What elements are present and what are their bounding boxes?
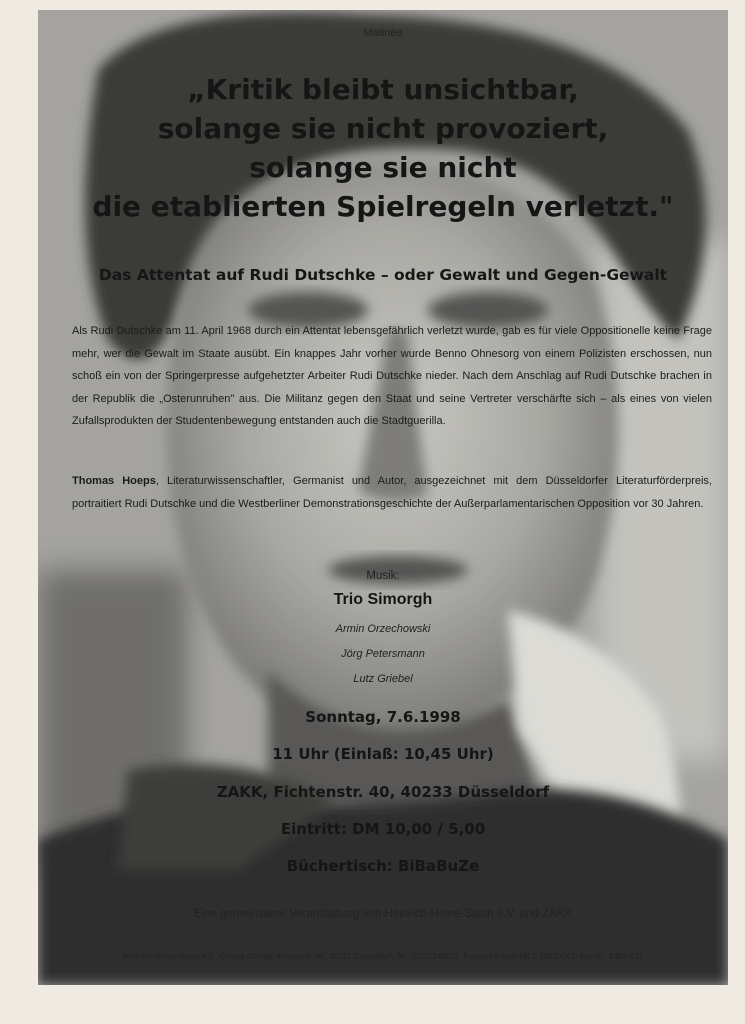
quote-line-3: solange sie nicht xyxy=(249,151,517,184)
music-label: Musik: xyxy=(366,570,400,582)
event-time: 11 Uhr (Einlaß: 10,45 Uhr) xyxy=(272,745,494,763)
subtitle: Das Attentat auf Rudi Dutschke – oder Gewalt und Gegen-Gewalt xyxy=(98,266,668,284)
speaker-description: , Literaturwissenschaftler, Germanist und Autor, ausgezeichnet mit dem Düsseldorfer Literaturförderpreis, portraitiert Rudi Dutschke und die Westberliner Demonstrationsgeschichte der Außerparlamentarischen Opposition vor 30 Jahren. xyxy=(72,475,712,510)
intro-paragraph: Als Rudi Dutschke am 11. April 1968 durch ein Attentat lebensgefährlich verletzt wurde, gab es für viele Oppositionelle keine Frage mehr, wer die Gewalt im Staate ausübt. Ein knappes Jahr vorher wurde Benno Ohnesorg von einem Polizisten erschossen, nun schoß ein von der Springerpresse aufgehetzter Arbeiter Rudi Dutschke nieder. Nach dem Anschlag auf Rudi Dutschke brachen in der Republik die „Osterunruhen" aus. Die Militanz gegen den Staat und seine Vertreter verschärfte sich – als eines von vielen Zufallsprodukten der Studentenbewegung entstanden auch die Stadtguerilla. xyxy=(72,325,712,427)
musician-name: Lutz Griebel xyxy=(353,673,413,685)
event-bookstall: Büchertisch: BiBaBuZe xyxy=(286,857,480,875)
organizers-note: Eine gemeinsame Veranstaltung von Heinrich-Heine-Salon e.V. und ZAKK xyxy=(193,908,573,920)
event-date: Sonntag, 7.6.1998 xyxy=(305,708,461,726)
musician-name: Armin Orzechowski xyxy=(335,623,431,635)
musician-name: Jörg Petersmann xyxy=(341,648,425,660)
quote-line-4: die etablierten Spielregeln verletzt." xyxy=(92,190,674,223)
quote-line-2: solange sie nicht provoziert, xyxy=(157,112,609,145)
footer-contact: Heinrich-Heine-Salon e.V., Christa Domke, Kronenstr. 46, 40217 Düsseldorf, Tel.: 0211/349251, Postamt Essen (BLZ 36010043) Kto-Nr.: 4387-437 xyxy=(123,952,643,961)
speaker-paragraph xyxy=(72,470,712,515)
kicker-label: Matinée xyxy=(363,27,403,39)
event-entry-fee: Eintritt: DM 10,00 / 5,00 xyxy=(280,820,486,838)
music-group: Trio Simorgh xyxy=(333,591,433,608)
speaker-name: Thomas Hoeps xyxy=(72,475,156,487)
event-venue: ZAKK, Fichtenstr. 40, 40233 Düsseldorf xyxy=(216,783,550,801)
headline-quote xyxy=(48,70,718,226)
quote-line-1: „Kritik bleibt unsichtbar, xyxy=(187,73,579,106)
poster xyxy=(38,10,728,985)
